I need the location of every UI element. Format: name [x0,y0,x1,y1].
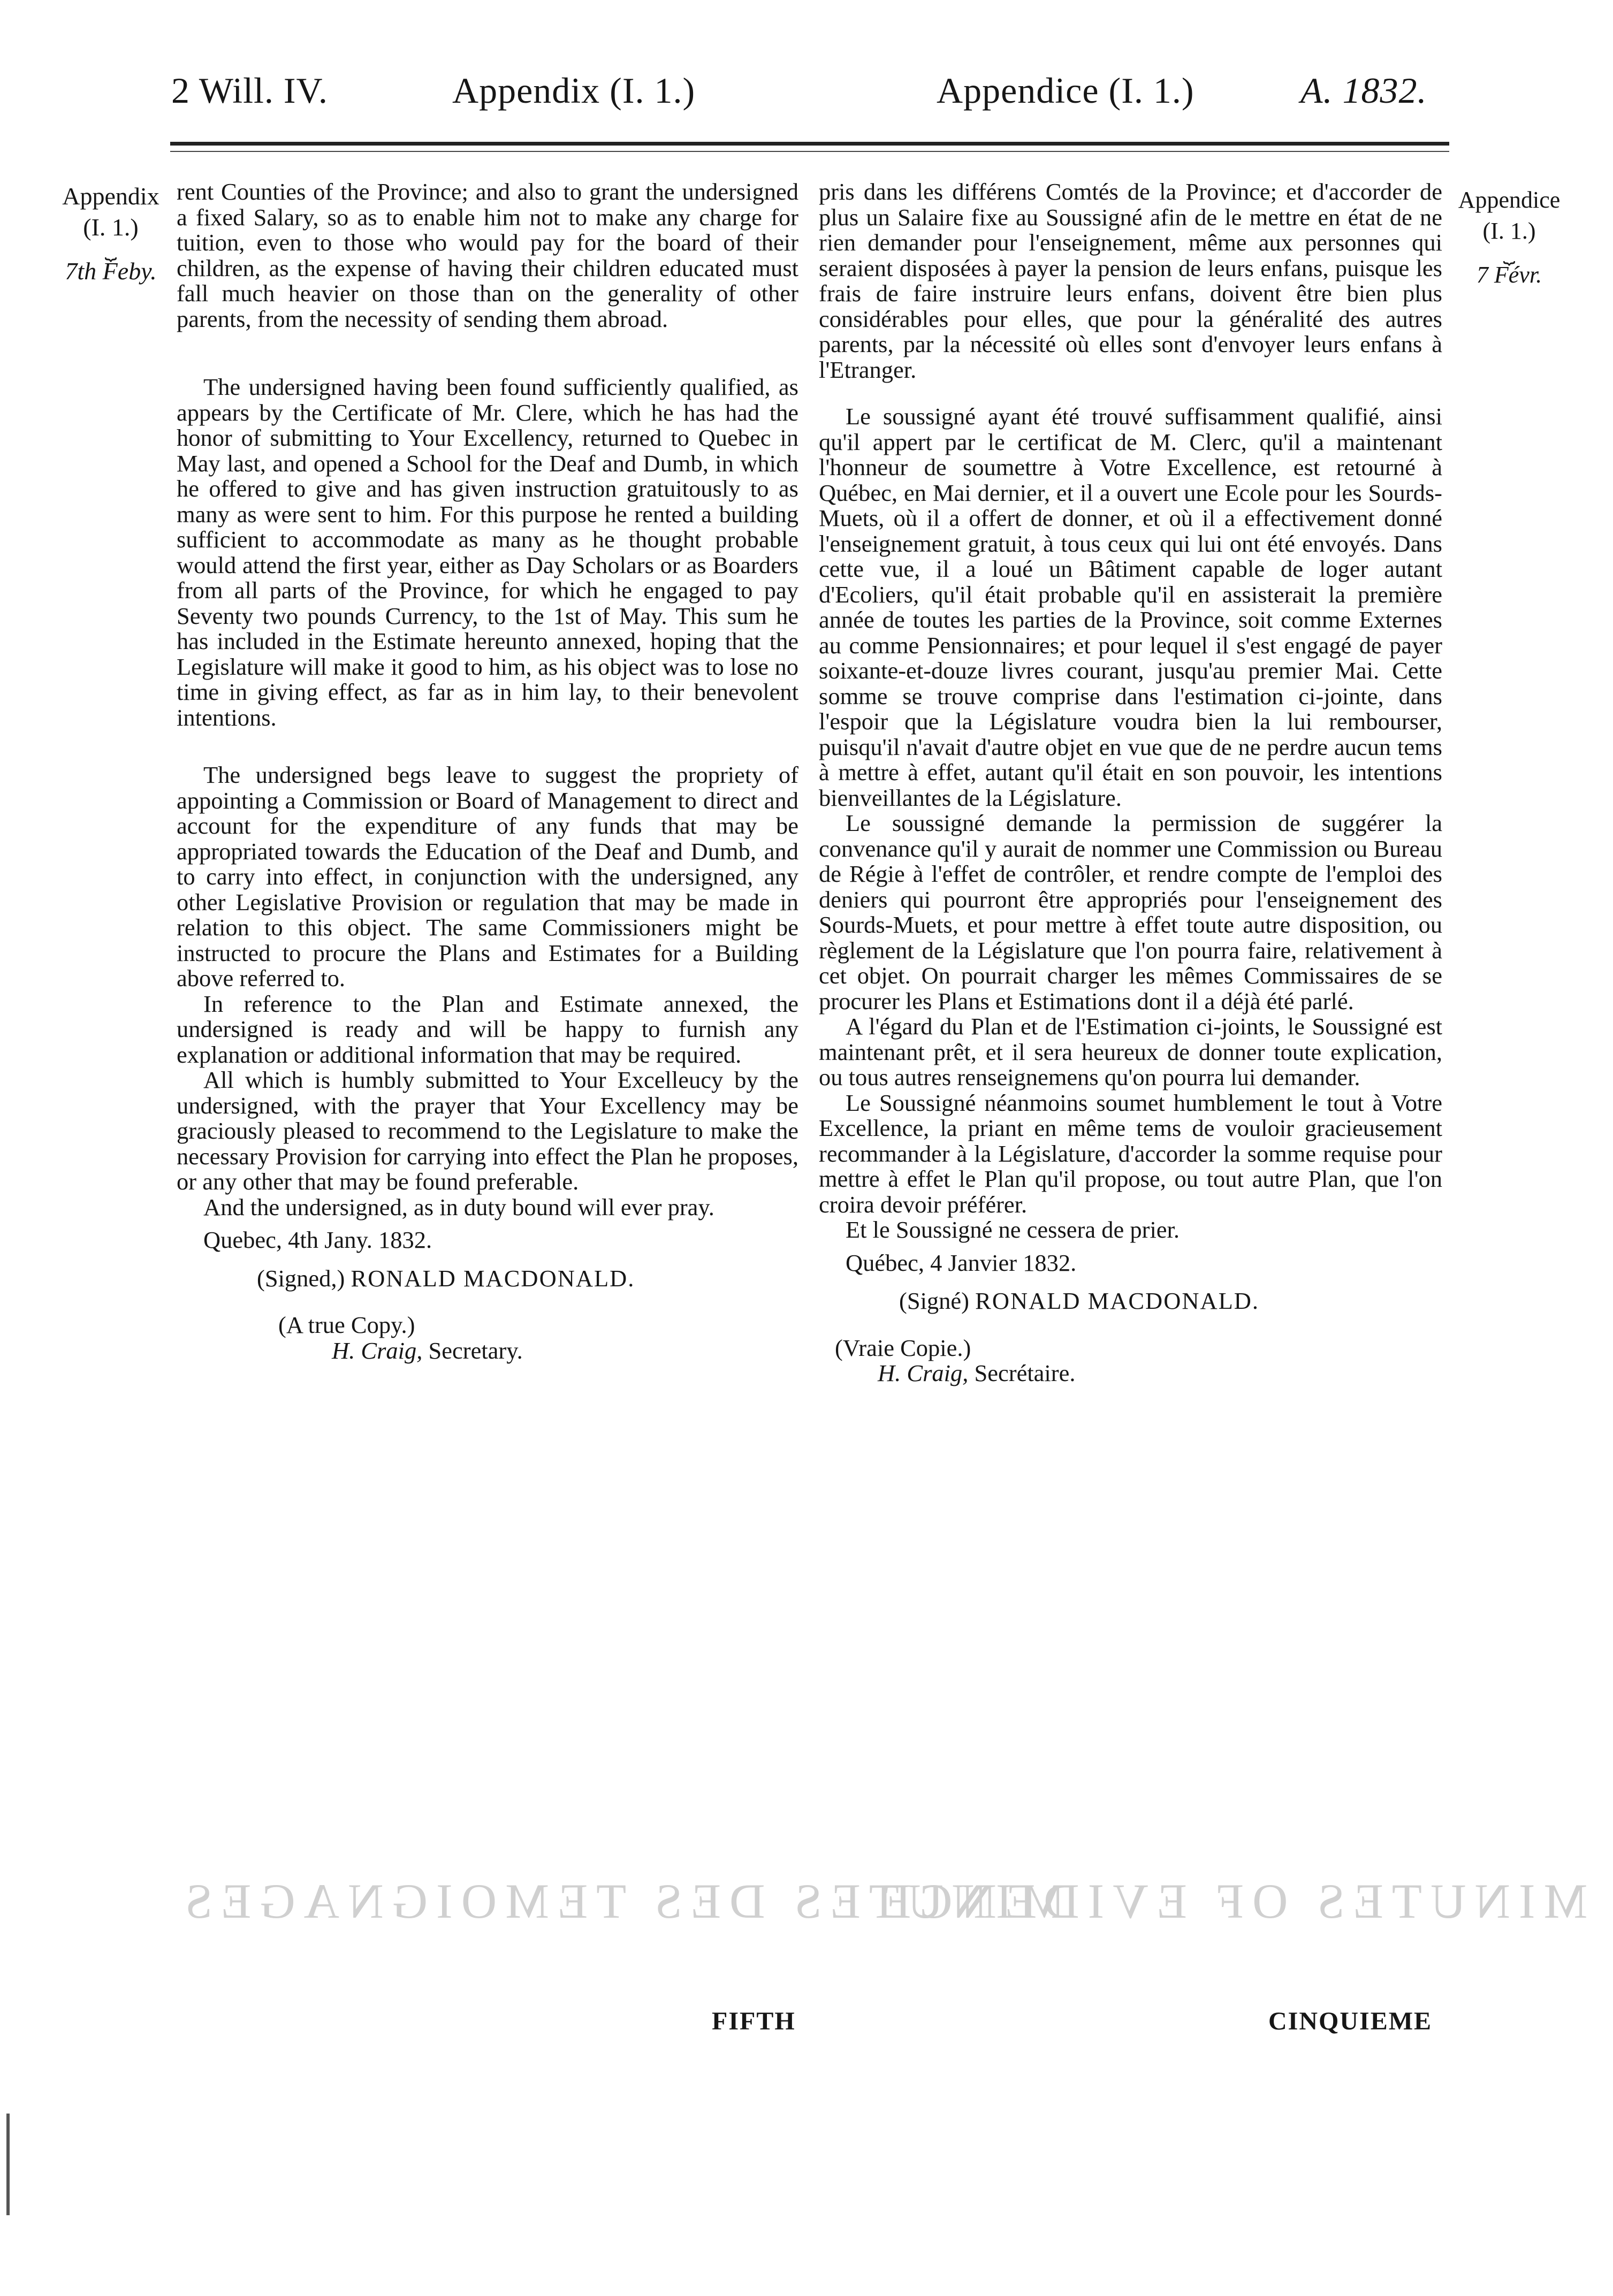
header-appendix-en: Appendix (I. 1.) [452,70,696,111]
header-rule-thick [170,142,1449,146]
show-through-text-fr: MINUTES DES TEMOIGNAGES [177,1874,1065,1928]
en-copy-label: (A true Copy.) [278,1311,415,1338]
en-copy-name: H. Craig, [332,1337,423,1364]
fr-paragraph-4: A l'égard du Plan et de l'Estimation ci-joints, le Soussigné est maintenant prêt, et il sera heureux de donner toute explication, ou tous autres renseignemens qu'on pourra lui demander. [819,1013,1442,1090]
fr-place-date: Québec, 4 Janvier 1832. [846,1249,1077,1276]
margin-right-brace-icon: ⏟ [1503,242,1516,264]
header-rule-thin [170,151,1449,152]
header-session: 2 Will. IV. [171,70,328,111]
catchword-fr: CINQUIEME [1268,2007,1433,2035]
en-paragraph-3: The undersigned begs leave to suggest the propriety of appointing a Commission or Board of Management to direct and account for the expenditure of any funds that may be appropriated towards the Education of the Deaf and Dumb, and to carry into effect, in conjunction with the undersigned, any other Legislative Provision or regulation that may be made in relation to this object. The same Commissioners might be instructed to procure the Plans and Estimates for a Building above referred to. [177,761,798,991]
margin-left-brace-icon: ⏟ [104,238,117,261]
fr-paragraph-6: Et le Soussigné ne cessera de prier. [846,1216,1180,1243]
fr-paragraph-1: pris dans les différens Comtés de la Province; et d'accorder de plus un Salaire fixe au Soussigné afin de le mettre en état de ne rien demander pour l'enseignement, même aux personnes qui seraient disposées à payer la pension de leurs enfans, puisque les frais de faire instruire leurs enfans, doivent être bien plus considérables pour elles, que pour la généralité des autres parents, par la nécessité où elles sont d'envoyer leurs enfans à l'Etranger. [819,178,1442,383]
show-through-text-en: MINUTES OF EVIDENCE [872,1874,1588,1928]
margin-note-right [1448,185,1571,291]
margin-note-left [49,181,172,287]
margin-left-label: Appendix [62,182,159,210]
english-column [177,179,798,1363]
fr-copy-attestation [819,1361,1442,1386]
header-year-text: A. 1832. [1300,70,1427,111]
header-appendix-fr: Appendice (I. 1.) [937,70,1194,111]
fr-paragraph-3: Le soussigné demande la permission de suggérer la convenance qu'il y aurait de nommer une Commission ou Bureau de Régie à l'effet de contrôler, et rendre compte de l'emploi des deniers qui pourront être appropriés pour l'enseignement des Sourds-Muets, et pour mettre à effet toute autre disposition, ou règlement de la Législature que l'on pourra faire, relativement à cet objet. On pourrait charger les mêmes Commissaires de se procurer les Plans et Estimations dont il a déjà été parlé. [819,810,1442,1014]
en-copy-title: Secretary. [428,1337,523,1364]
margin-left-ref: (I. 1.) [83,213,139,241]
en-signature [177,1266,798,1292]
en-copy-attestation [177,1338,798,1364]
catchword-en: FIFTH [712,2007,796,2035]
header-year [1300,70,1427,112]
fr-signed-label: (Signé) [899,1287,970,1314]
margin-right-label: Appendice [1458,187,1561,213]
margin-right-date: 7 Févr. [1476,262,1542,288]
en-paragraph-2: The undersigned having been found sufficiently qualified, as appears by the Certificate of Mr. Clere, which he has had the honor of submitting to Your Excellency, returned to Quebec in May last, and opened a School for the Deaf and Dumb, in which he offered to give and has given instruction gratuitously to as many as were sent to him. For this purpose he rented a building sufficient to accommodate as many as he thought probable would attend the first year, either as Day Scholars or as Boarders from all parts of the Province, for which he engaged to pay Seventy two pounds Currency, to the 1st of May. This sum he has included in the Estimate hereunto annexed, hoping that the Legislature will make it good to him, as his object was to lose no time in giving effect, as far as in him lay, to their benevolent intentions. [177,373,798,731]
margin-left-date: 7th Feby. [65,257,157,285]
en-place-date: Quebec, 4th Jany. 1832. [203,1226,432,1253]
en-paragraph-1: rent Counties of the Province; and also to grant the undersigned a fixed Salary, so as to enable him not to make any charge for tuition, even to those who would pay for the board of their children, as the expense of having their children educated must fall much heavier on those than on the generality of other parents, from the necessity of sending them abroad. [177,178,798,332]
en-signer: RONALD MACDONALD. [351,1264,635,1292]
en-paragraph-5: All which is humbly submitted to Your Excelleucy by the undersigned, with the prayer that Your Excellency may be graciously pleased to recommend to the Legislature to make the necessary Provision for carrying into effect the Plan he proposes, or any other that may be found preferable. [177,1066,798,1195]
margin-right-ref: (I. 1.) [1482,218,1536,244]
page-edge-mark [6,2114,10,2215]
en-signed-label: (Signed,) [257,1264,345,1292]
en-paragraph-4: In reference to the Plan and Estimate annexed, the undersigned is ready and will be happy to furnish any explanation or additional information that may be required. [177,990,798,1068]
fr-copy-title: Secrétaire. [974,1360,1076,1386]
en-paragraph-6: And the undersigned, as in duty bound will ever pray. [203,1193,714,1221]
fr-paragraph-2: Le soussigné ayant été trouvé suffisamment qualifié, ainsi qu'il appert par le certificat de M. Clerc, qu'il a maintenant l'honneur de soumettre à Votre Excellence, est retourné à Québec, en Mai dernier, et il a ouvert une Ecole pour les Sourds-Muets, où il a offert de donner, et où il a effectivement donné l'enseignement gratuit, à tous ceux qui lui ont été envoyés. Dans cette vue, il a loué un Bâtiment capable de loger autant d'Ecoliers, qu'il était probable qu'il en assisterait la première année de toutes les parties de la Province, soit comme Externes au comme Pensionnaires; et pour lequel il s'est engagé de payer soixante-et-douze livres courant, jusqu'au premier Mai. Cette somme se trouve comprise dans l'estimation ci-jointe, dans l'espoir que la Législature voudra bien la lui rembourser, puisqu'il n'avait d'autre objet en vue que de ne perdre aucun tems à mettre à effet, autant qu'il était en son pouvoir, les intentions bienveillantes de la Législature. [819,403,1442,811]
fr-signature [819,1288,1442,1314]
fr-copy-name: H. Craig, [878,1360,969,1386]
fr-paragraph-5: Le Soussigné néanmoins soumet humblement le tout à Votre Excellence, la priant en même tems de vouloir gracieusement recommander à la Législature, d'accorder la somme requise pour mettre à effet le Plan qu'il propose, ou tout autre Plan, que l'on croira devoir préférer. [819,1089,1442,1218]
fr-signer: RONALD MACDONALD. [975,1287,1260,1314]
fr-copy-label: (Vraie Copie.) [835,1334,971,1361]
french-column [819,179,1442,1386]
